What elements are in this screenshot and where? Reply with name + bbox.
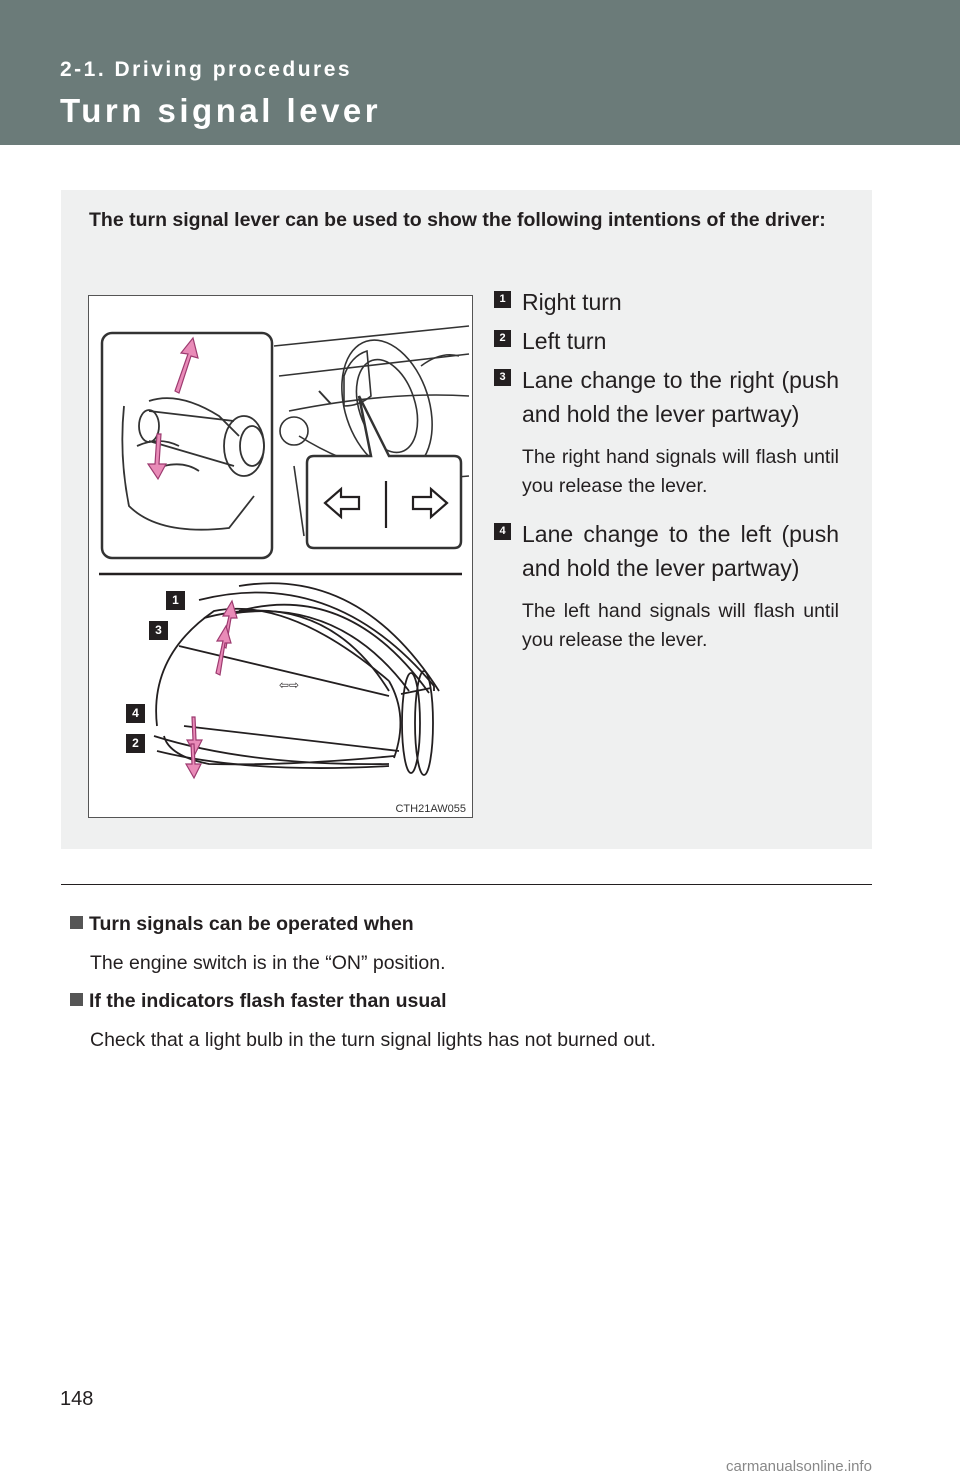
list-item xyxy=(494,517,839,655)
item-label: Lane change to the left (push and hold the lever partway) xyxy=(522,521,839,581)
svg-text:⇦⇨: ⇦⇨ xyxy=(279,678,300,692)
item-note: The right hand signals will flash until you release the lever. xyxy=(522,446,839,497)
item-number-badge: 2 xyxy=(494,330,511,347)
note-heading xyxy=(70,909,872,939)
square-bullet-icon xyxy=(70,916,83,929)
figure-callout-1: 1 xyxy=(166,591,185,610)
figure-callout-2: 2 xyxy=(126,734,145,753)
item-number-badge: 4 xyxy=(494,523,511,540)
note-heading xyxy=(70,986,872,1016)
lever-illustration xyxy=(89,296,472,817)
figure-code: CTH21AW055 xyxy=(395,803,466,815)
item-label: Lane change to the right (push and hold the lever partway) xyxy=(522,367,839,427)
list-item xyxy=(494,363,839,501)
note-text: Check that a light bulb in the turn signal lights has not burned out. xyxy=(90,1029,656,1051)
item-number-badge: 1 xyxy=(494,291,511,308)
list-item xyxy=(494,324,839,358)
watermark: carmanualsonline.info xyxy=(726,1458,872,1475)
turn-signal-figure xyxy=(88,295,473,818)
figure-callout-3: 3 xyxy=(149,621,168,640)
section-heading: 2-1. Driving procedures xyxy=(60,58,353,81)
figure-callout-4: 4 xyxy=(126,704,145,723)
list-item xyxy=(494,285,839,319)
intro-text: The turn signal lever can be used to show the following intentions of the driver: xyxy=(89,209,826,231)
divider xyxy=(61,884,872,885)
item-label: Left turn xyxy=(522,328,607,354)
notes-section xyxy=(70,909,872,1063)
page-number: 148 xyxy=(60,1388,94,1410)
square-bullet-icon xyxy=(70,993,83,1006)
note-heading-text: If the indicators flash faster than usual xyxy=(89,990,447,1012)
note-text: The engine switch is in the “ON” position. xyxy=(90,952,446,974)
item-number-badge: 3 xyxy=(494,369,511,386)
intention-list xyxy=(494,285,839,655)
info-panel xyxy=(61,190,872,849)
item-label: Right turn xyxy=(522,289,622,315)
page-header xyxy=(0,0,960,145)
note-heading-text: Turn signals can be operated when xyxy=(89,913,414,935)
page-title: Turn signal lever xyxy=(60,92,382,129)
item-note: The left hand signals will flash until you release the lever. xyxy=(522,600,839,651)
